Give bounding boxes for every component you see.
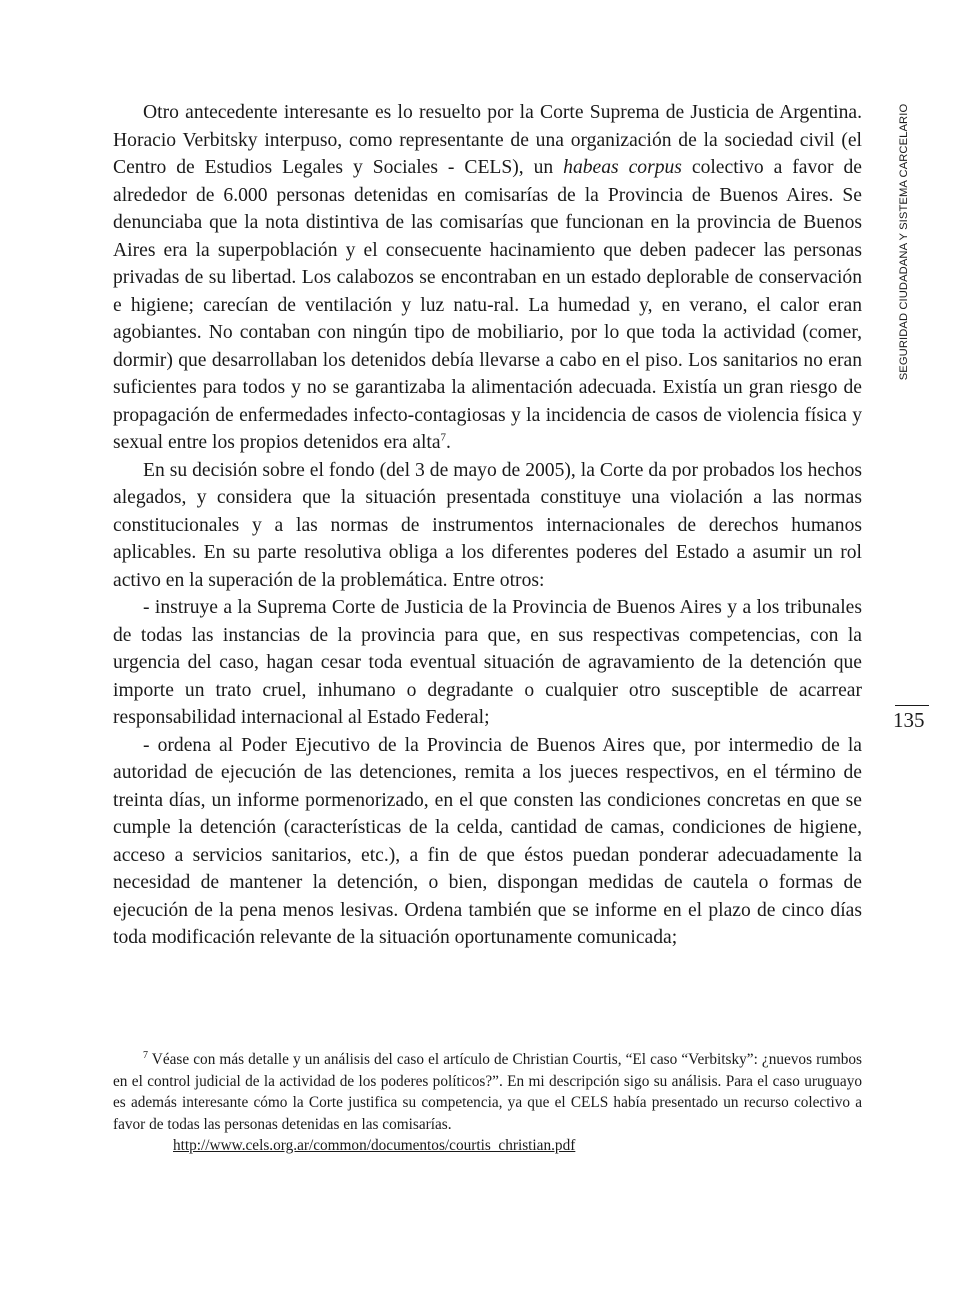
running-head-text: SEGURIDAD CIUDADANA Y SISTEMA CARCELARIO <box>898 103 910 381</box>
footnote-url-link[interactable]: http://www.cels.org.ar/common/documentos/courtis_christian.pdf <box>173 1137 576 1154</box>
folio-rule <box>895 705 929 706</box>
paragraph-1-end: . <box>446 432 451 453</box>
footnote-text: Véase con más detalle y un análisis del caso el artículo de Christian Courtis, “El caso “Verbitsky”: ¿nuevos rumbos en el control judicial de la actividad de los poderes políticos?”. En mi descripción sigo su análisis. Para el caso uruguayo es además interesante cómo la Corte justifica su competencia, ya que el CELS había presentado un recurso colectivo a favor de todas las personas detenidas en las comisarías. <box>113 1051 862 1133</box>
footnotes <box>113 1049 862 1157</box>
running-head <box>894 100 914 385</box>
paragraph-1-text: Otro antecedente interesante es lo resuelto por la Corte Suprema de Justicia de Argentina. Horacio Verbitsky interpuso, como representante de una organización de la sociedad civil (el Centro de Estudios Legales y Sociales - CELS), un <box>113 102 862 178</box>
footnote-reference-7[interactable]: 7 <box>440 431 447 444</box>
paragraph-4-list-item: - ordena al Poder Ejecutivo de la Provincia de Buenos Aires que, por intermedio de la autoridad de ejecución de las detenciones, remita a los jueces respectivos, en el término de treinta días, un informe pormenorizado, en el que consten las condiciones concretas en que se cumple la detención (características de la celda, cantidad de camas, condiciones de higiene, acceso a servicios sanitarios, etc.), a fin de que éstos puedan ponderar adecuadamente la necesidad de mantener la detención, o bien, dispongan medidas de cautela o formas de ejecución de la pena menos lesivas. Ordena también que se informe en el plazo de cinco días toda modificación relevante de la situación oportunamente comunicada; <box>113 734 862 948</box>
paragraph-1 <box>113 99 862 457</box>
paragraph-2: En su decisión sobre el fondo (del 3 de mayo de 2005), la Corte da por probados los hechos alegados, y considera que la situación presentada constituye una violación a las normas constitucionales y a las normas de instrumentos internacionales de derechos humanos aplicables. En su parte resolutiva obliga a los diferentes poderes del Estado a asumir un rol activo en la superación de la problemática. Entre otros: <box>113 459 862 591</box>
main-text <box>113 99 862 952</box>
paragraph-3-list-item: - instruye a la Suprema Corte de Justicia de la Provincia de Buenos Aires y a los tribunales de todas las instancias de la provincia para que, en sus respectivas competencias, con la urgencia del caso, hagan cesar toda eventual situación de agravamiento de la detención que importe un trato cruel, inhumano o degradante o cualquier otro susceptible de acarrear responsabilidad internacional al Estado Federal; <box>113 597 862 728</box>
habeas-corpus-italic: habeas corpus <box>563 157 682 178</box>
page-number: 135 <box>893 708 925 732</box>
paragraph-1-text-cont: colectivo a favor de alrededor de 6.000 personas detenidas en comisarías de la Provincia de Buenos Aires. Se denunciaba que la nota distintiva de las comisarías que funcionan en la provincia de Buenos Aires era la superpoblación y el consecuente hacinamiento que deben padecer las personas privadas de su libertad. Los calabozos se encontraban en un estado deplorable de conservación e higiene; carecían de ventilación y luz natu-ral. La humedad y, en verano, el calor eran agobiantes. No contaban con ningún tipo de mobiliario, por lo que toda la actividad (comer, dormir) que desarrollaban los detenidos debía llevarse a cabo en el piso. Los sanitarios no eran suficientes para todos y no se garantizaba la alimentación adecuada. Existía un gran riesgo de propagación de enfermedades infecto-contagiosas y la incidencia de casos de violencia física y sexual entre los propios detenidos era alta <box>113 157 862 453</box>
footnote-mark: 7 <box>143 1049 148 1061</box>
footnote-7 <box>113 1049 862 1135</box>
